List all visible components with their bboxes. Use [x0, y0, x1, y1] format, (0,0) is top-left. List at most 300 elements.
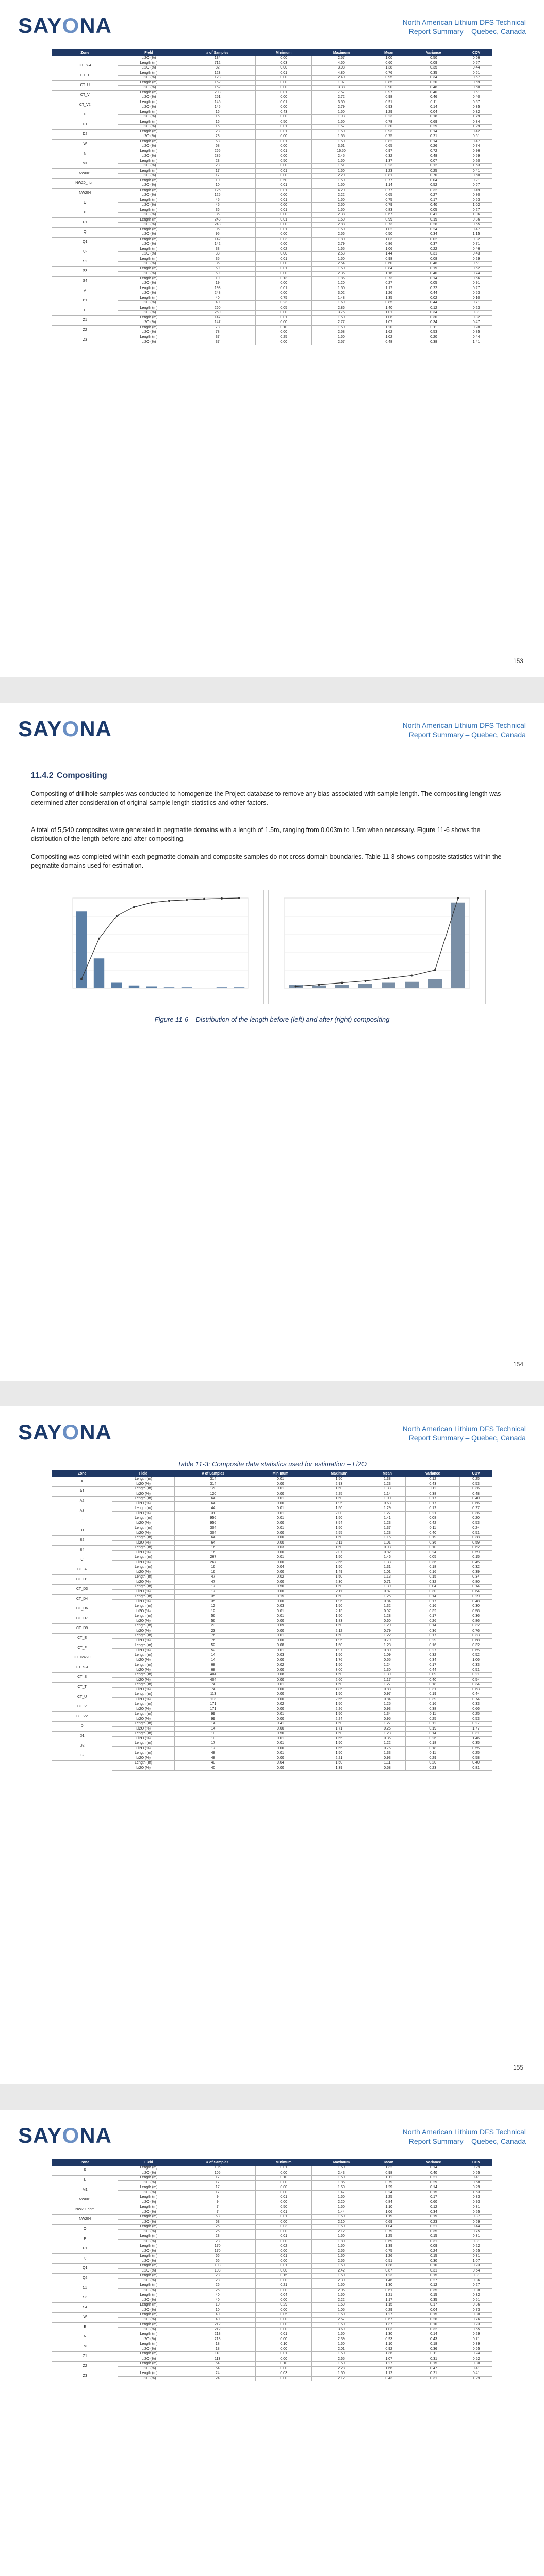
table-cell: 0.60: [369, 1619, 405, 1624]
table-cell: 0.00: [255, 232, 311, 238]
table-cell: 0.01: [255, 149, 311, 154]
table-row: [52, 2317, 492, 2323]
table-cell: 31: [174, 1511, 252, 1516]
table-cell: 145: [179, 100, 256, 105]
table-cell: Li2O (%): [112, 1726, 175, 1732]
table-cell: Li2O (%): [112, 1638, 175, 1643]
table-cell: Li2O (%): [112, 1599, 175, 1604]
table-cell: Li2O (%): [118, 193, 179, 198]
table-cell: 0.00: [252, 1756, 309, 1761]
table-cell: 162: [179, 86, 256, 91]
table-cell: 1.50: [309, 1497, 369, 1502]
zone-cell: A: [52, 1477, 112, 1487]
table-cell: 0.16: [406, 1702, 460, 1707]
table-row: [52, 2239, 492, 2244]
table-cell: 1.46: [460, 1736, 492, 1741]
table-cell: 120: [174, 1492, 252, 1497]
table-cell: 0.73: [371, 276, 407, 281]
table-cell: Length (m): [118, 71, 179, 76]
table-cell: 0.84: [369, 1599, 405, 1604]
table-row: [52, 315, 492, 320]
table-row: [52, 2244, 492, 2249]
table-cell: 0.17: [406, 1634, 460, 1639]
table-cell: 0.44: [406, 1668, 460, 1673]
table-cell: 0.01: [252, 1712, 309, 1717]
table-cell: 0.45: [460, 1560, 492, 1565]
table-cell: 0.33: [460, 1663, 492, 1668]
table-row: [52, 1570, 492, 1575]
table-cell: 36: [179, 208, 256, 213]
table-cell: 0.00: [252, 1766, 309, 1771]
table-cell: 0.36: [406, 1629, 460, 1634]
table-cell: 0.71: [460, 242, 492, 247]
table-cell: Li2O (%): [112, 1766, 175, 1771]
table-cell: 0.36: [406, 1560, 460, 1565]
table-cell: 0.18: [406, 1565, 460, 1570]
table-cell: 123: [179, 76, 256, 81]
table-cell: 2.36: [312, 272, 371, 277]
table-cell: Li2O (%): [118, 330, 179, 335]
table-cell: 2.43: [312, 2171, 371, 2176]
table-cell: 0.79: [369, 1629, 405, 1634]
table-row: [52, 1487, 492, 1492]
table-cell: 1.37: [371, 2323, 407, 2328]
table-cell: 23: [179, 159, 256, 164]
paragraph: Compositing was completed within each pegmatite domain and composite samples do not cross domain boundaries. Table 11-3 shows composite statistics within the pegmatite domains used for estimation.: [31, 853, 502, 869]
table-cell: 0.00: [255, 2185, 311, 2191]
table-cell: 1.07: [371, 2357, 407, 2362]
table-cell: 0.01: [255, 198, 311, 203]
table-row: [52, 1707, 492, 1712]
zone-cell: O: [52, 198, 118, 208]
table-cell: 0.34: [406, 1658, 460, 1663]
table-cell: Length (m): [112, 1477, 175, 1482]
table-cell: Li2O (%): [112, 1589, 175, 1595]
table-row: [52, 232, 492, 238]
sayona-logo: SAYONA: [18, 1420, 112, 1444]
table-cell: 1.50: [312, 2254, 371, 2259]
table-cell: 0.64: [460, 2268, 492, 2274]
zone-cell: NW001: [52, 168, 118, 178]
table-cell: 1.28: [369, 1643, 405, 1649]
table-cell: 0.00: [255, 291, 311, 296]
table-cell: 0.00: [255, 2366, 311, 2371]
table-cell: 1.30: [371, 2332, 407, 2337]
table-cell: Li2O (%): [112, 1736, 175, 1741]
table-cell: Length (m): [112, 1741, 175, 1747]
table-cell: 1.21: [371, 2293, 407, 2298]
cumulative-point: [98, 938, 100, 940]
table-cell: 1.14: [371, 183, 407, 189]
table-cell: 162: [179, 80, 256, 86]
table-cell: 0.00: [252, 1697, 309, 1702]
table-cell: 0.01: [255, 139, 311, 144]
table-cell: 0.00: [255, 95, 311, 100]
table-cell: 1.80: [312, 237, 371, 242]
table-cell: Length (m): [112, 1536, 175, 1541]
table-row: [52, 183, 492, 189]
table-cell: 0.48: [371, 340, 407, 345]
table-cell: 23: [179, 2239, 256, 2244]
report-title: North American Lithium DFS Technical Report Summary – Quebec, Canada: [402, 18, 526, 36]
table-cell: 1.20: [312, 281, 371, 286]
table-cell: 1.01: [371, 311, 407, 316]
table-cell: 0.47: [460, 139, 492, 144]
table-cell: 0.20: [460, 1516, 492, 1521]
table-cell: 17: [179, 168, 256, 174]
table-cell: 0.55: [369, 1658, 405, 1663]
table-cell: 1.62: [371, 330, 407, 335]
table-cell: Length (m): [118, 120, 179, 125]
table-cell: 0.51: [460, 1668, 492, 1673]
table-cell: 1.55: [312, 134, 371, 140]
table-row: [52, 100, 492, 105]
table-cell: 1.30: [369, 1668, 405, 1673]
column-header: # of Samples: [174, 1471, 252, 1477]
zone-cell: CT_D1: [52, 1575, 112, 1585]
table-cell: 1.50: [312, 2176, 371, 2181]
table-cell: 0.00: [255, 2268, 311, 2274]
table-cell: 68: [179, 139, 256, 144]
table-cell: 48: [174, 1756, 252, 1761]
table-cell: 171: [174, 1707, 252, 1712]
table-cell: 103: [179, 2268, 256, 2274]
table-cell: 1.50: [312, 178, 371, 183]
table-row: [52, 1717, 492, 1722]
zone-cell: Z1: [52, 2352, 118, 2362]
table-row: [52, 2268, 492, 2274]
table-cell: 0.40: [460, 1761, 492, 1766]
table-cell: 0.84: [369, 1697, 405, 1702]
table-cell: 1.31: [369, 1565, 405, 1570]
table-cell: 40: [174, 1766, 252, 1771]
table-cell: 1.50: [309, 1643, 369, 1649]
table-cell: 0.69: [460, 2219, 492, 2225]
table-cell: 0.00: [255, 86, 311, 91]
table-row: [52, 1492, 492, 1497]
table-cell: 123: [179, 71, 256, 76]
histogram-bar: [405, 982, 419, 988]
table-row: [52, 1726, 492, 1732]
table-cell: 0.00: [252, 1560, 309, 1565]
table-cell: 0.34: [407, 76, 460, 81]
table-cell: 0.75: [371, 2249, 407, 2254]
table-cell: 1.50: [312, 2293, 371, 2298]
table-row: [52, 2323, 492, 2328]
table-cell: 1.50: [309, 1595, 369, 1600]
table-cell: 1.50: [312, 266, 371, 272]
table-cell: 1.55: [309, 1736, 369, 1741]
table-cell: Li2O (%): [118, 2317, 179, 2323]
table-cell: 0.00: [255, 2229, 311, 2234]
table-cell: 2.58: [312, 330, 371, 335]
table-cell: 12: [174, 1604, 252, 1609]
table-cell: 4.20: [312, 188, 371, 193]
table-cell: 2.26: [309, 1707, 369, 1712]
table-row: [52, 340, 492, 345]
table-cell: 0.48: [460, 1599, 492, 1604]
table-cell: 0.36: [460, 217, 492, 223]
table-cell: 0.03: [252, 1604, 309, 1609]
table-cell: 0.81: [460, 1766, 492, 1771]
table-cell: Length (m): [118, 315, 179, 320]
table-cell: Li2O (%): [112, 1668, 175, 1673]
table-cell: 0.00: [255, 144, 311, 149]
table-cell: Li2O (%): [118, 2219, 179, 2225]
table-cell: 0.30: [371, 125, 407, 130]
table-row: [52, 174, 492, 179]
table-cell: 0.34: [407, 311, 460, 316]
table-cell: 0.98: [371, 2171, 407, 2176]
table-cell: 25: [179, 2229, 256, 2234]
table-cell: Li2O (%): [118, 2288, 179, 2293]
table-cell: 0.21: [255, 2283, 311, 2289]
table-cell: 0.54: [460, 1677, 492, 1683]
table-cell: Li2O (%): [118, 2298, 179, 2303]
table-cell: 0.43: [255, 110, 311, 115]
table-cell: 0.00: [255, 2200, 311, 2205]
table-cell: 1.65: [312, 247, 371, 252]
table-cell: 198: [179, 286, 256, 291]
table-cell: 33: [179, 252, 256, 257]
table-cell: 0.14: [407, 129, 460, 134]
table-cell: 74: [174, 1687, 252, 1692]
table-cell: 10: [179, 183, 256, 189]
zone-cell: CT_U: [52, 80, 118, 90]
table-cell: 0.03: [255, 2371, 311, 2377]
table-cell: 0.79: [369, 1638, 405, 1643]
table-cell: 0.04: [255, 2293, 311, 2298]
table-cell: 0.36: [460, 1614, 492, 1619]
table-row: [52, 2337, 492, 2342]
table-cell: 0.20: [406, 1761, 460, 1766]
table-row: [52, 213, 492, 218]
table-cell: 218: [179, 2337, 256, 2342]
table-row: [52, 1609, 492, 1614]
table-cell: 0.00: [255, 2219, 311, 2225]
table-cell: Length (m): [118, 80, 179, 86]
table-cell: Length (m): [118, 2166, 179, 2171]
table-cell: 404: [174, 1677, 252, 1683]
table-row: [52, 76, 492, 81]
table-cell: 0.00: [252, 1619, 309, 1624]
table-cell: 0.68: [460, 2180, 492, 2185]
table-cell: 0.68: [460, 1638, 492, 1643]
table-cell: 0.73: [460, 2308, 492, 2313]
report-page-3: [0, 1406, 544, 2084]
table-row: [52, 198, 492, 203]
table-cell: 0.00: [255, 2239, 311, 2244]
table-cell: 1.50: [309, 1565, 369, 1570]
table-row: [52, 2215, 492, 2220]
table-row: [52, 134, 492, 140]
table-cell: 1.23: [369, 1531, 405, 1536]
table-cell: 0.29: [406, 1756, 460, 1761]
table-cell: 0.17: [406, 1599, 460, 1604]
table-cell: 0.14: [407, 2332, 460, 2337]
table-cell: 0.72: [407, 149, 460, 154]
table-row: [52, 1589, 492, 1595]
table-cell: 7: [179, 2210, 256, 2215]
table-row: [52, 237, 492, 242]
table-cell: 0.42: [460, 129, 492, 134]
table-cell: 0.41: [460, 168, 492, 174]
table-cell: 0.34: [407, 320, 460, 326]
table-cell: 0.50: [255, 159, 311, 164]
table-cell: Li2O (%): [112, 1687, 175, 1692]
zone-cell: CT_D3: [52, 1585, 112, 1595]
table-cell: Length (m): [112, 1604, 175, 1609]
table-row: [52, 1511, 492, 1516]
zone-cell: Q2: [52, 2274, 118, 2283]
table-cell: Length (m): [118, 2176, 179, 2181]
zone-cell: B2: [52, 1536, 112, 1546]
table-cell: 0.11: [407, 100, 460, 105]
table-cell: 16: [179, 110, 256, 115]
table-cell: 0.93: [460, 2200, 492, 2205]
zone-cell: CT_V2: [52, 1712, 112, 1722]
table-cell: 0.01: [252, 1741, 309, 1747]
table-cell: 0.67: [371, 213, 407, 218]
table-cell: Li2O (%): [112, 1550, 175, 1555]
table-cell: 0.27: [460, 1506, 492, 1512]
table-cell: 1.27: [371, 2362, 407, 2367]
table-cell: 0.29: [406, 1638, 460, 1643]
table-cell: 0.00: [255, 2249, 311, 2254]
table-cell: 1.36: [371, 2352, 407, 2357]
zone-cell: D1: [52, 120, 118, 129]
length-after-compositing-chart: [268, 890, 486, 1004]
table-cell: 0.50: [371, 232, 407, 238]
table-cell: 2.25: [309, 1492, 369, 1497]
table-cell: 0.00: [252, 1482, 309, 1487]
section-heading: 11.4.2 Compositing: [31, 771, 107, 780]
table-cell: 3.69: [312, 2327, 371, 2332]
table-cell: Length (m): [118, 2352, 179, 2357]
table-cell: 1.02: [371, 335, 407, 340]
table-row: [52, 2259, 492, 2264]
cumulative-point: [80, 978, 83, 980]
table-cell: 0.85: [371, 80, 407, 86]
table-cell: 1.50: [309, 1526, 369, 1531]
table-cell: 0.15: [407, 2254, 460, 2259]
table-cell: 0.05: [407, 208, 460, 213]
table-cell: 0.34: [407, 2210, 460, 2215]
zone-cell: Z3: [52, 335, 118, 345]
table-cell: 14: [174, 1726, 252, 1732]
table-cell: Length (m): [112, 1722, 175, 1727]
table-cell: 0.42: [406, 1521, 460, 1526]
table-cell: 0.50: [252, 1585, 309, 1590]
table-cell: 1.39: [369, 1585, 405, 1590]
table-row: [52, 1550, 492, 1555]
table-cell: 0.46: [407, 95, 460, 100]
table-cell: Length (m): [118, 276, 179, 281]
table-cell: Li2O (%): [118, 2229, 179, 2234]
table-cell: 0.86: [371, 242, 407, 247]
table-cell: 1.50: [309, 1614, 369, 1619]
table-cell: 0.51: [371, 2259, 407, 2264]
table-cell: 0.01: [255, 2215, 311, 2220]
table-cell: 0.53: [407, 330, 460, 335]
column-header: Variance: [406, 1471, 460, 1477]
table-cell: 40: [179, 2313, 256, 2318]
table-cell: Length (m): [118, 2244, 179, 2249]
table-cell: Li2O (%): [118, 2337, 179, 2342]
table-row: [52, 1673, 492, 1678]
table-cell: 0.81: [460, 311, 492, 316]
table-cell: 0.01: [252, 1683, 309, 1688]
table-cell: 0.01: [255, 90, 311, 95]
table-cell: 0.70: [407, 174, 460, 179]
table-cell: 125: [179, 193, 256, 198]
zone-cell: P1: [52, 217, 118, 227]
cumulative-point: [295, 986, 297, 988]
table-cell: Li2O (%): [118, 2366, 179, 2371]
table-cell: 82: [179, 66, 256, 71]
table-cell: 64: [179, 2362, 256, 2367]
table-cell: 0.31: [407, 252, 460, 257]
table-cell: 0.00: [252, 1717, 309, 1722]
table-cell: 1.39: [309, 1766, 369, 1771]
table-cell: 404: [174, 1673, 252, 1678]
table-cell: 56: [174, 1614, 252, 1619]
table-cell: 1.27: [369, 1683, 405, 1688]
table-cell: Length (m): [118, 188, 179, 193]
zone-cell: P: [52, 2234, 118, 2244]
table-cell: 0.04: [407, 2308, 460, 2313]
table-cell: 0.17: [406, 1497, 460, 1502]
table-cell: Li2O (%): [118, 320, 179, 326]
table-cell: Li2O (%): [118, 340, 179, 345]
table-row: [52, 1751, 492, 1756]
table-row: [52, 2362, 492, 2367]
table-cell: Length (m): [118, 2362, 179, 2367]
table-cell: 68: [174, 1663, 252, 1668]
column-header: COV: [460, 2160, 492, 2166]
table-cell: 1.44: [371, 252, 407, 257]
table-cell: 0.35: [407, 71, 460, 76]
table-cell: 0.29: [460, 257, 492, 262]
table-cell: 0.39: [406, 1697, 460, 1702]
table-row: [52, 2210, 492, 2215]
table-cell: Length (m): [118, 2195, 179, 2200]
table-cell: 1.27: [369, 1511, 405, 1516]
table-cell: 0.29: [407, 2180, 460, 2185]
table-cell: 0.79: [371, 2229, 407, 2234]
zone-cell: [52, 56, 118, 61]
table-cell: 0.28: [460, 325, 492, 330]
table-cell: 0.38: [406, 1492, 460, 1497]
table-cell: 0.00: [255, 2376, 311, 2381]
table-cell: Li2O (%): [118, 2249, 179, 2254]
table-cell: 0.01: [255, 2234, 311, 2240]
table-cell: 0.34: [407, 232, 460, 238]
table-cell: 0.53: [460, 198, 492, 203]
table-cell: 40: [179, 2317, 256, 2323]
table-cell: Length (m): [112, 1692, 175, 1698]
table-cell: 0.38: [460, 1536, 492, 1541]
table-row: [52, 2185, 492, 2191]
table-cell: 1.50: [309, 1634, 369, 1639]
table-cell: Length (m): [112, 1673, 175, 1678]
table-cell: 40: [179, 296, 256, 301]
table-cell: 0.17: [406, 1501, 460, 1506]
table-cell: 0.09: [407, 61, 460, 66]
table-cell: 1.50: [312, 2166, 371, 2171]
table-cell: 0.50: [255, 178, 311, 183]
table-row: [52, 252, 492, 257]
